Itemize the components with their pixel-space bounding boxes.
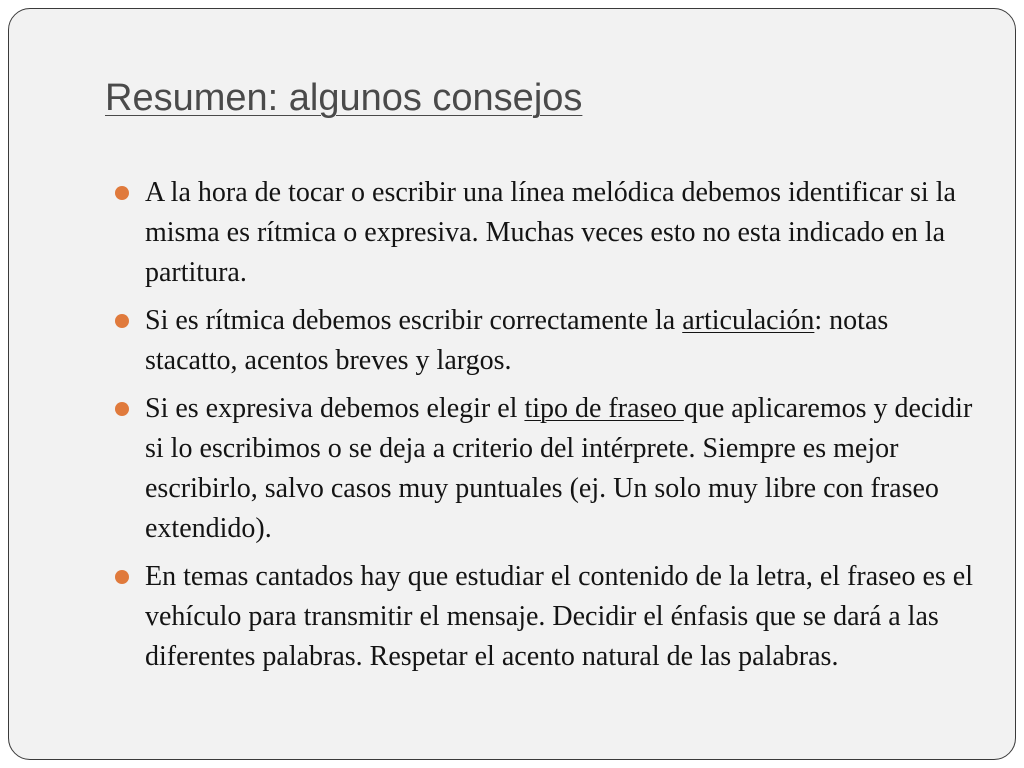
- bullet-text: En temas cantados hay que estudiar el contenido de la letra, el fraseo es el vehículo para transmitir el mensaje. Decidir el énfasis que se dará a las diferentes palabras. Respetar el acento natural de las palabras.: [145, 561, 973, 672]
- bullet-dot-icon: [115, 314, 129, 328]
- bullet-text-after: que aplicaremos y decidir si lo escribimos o se deja a criterio del intérprete. Siempre es mejor escribirlo, salvo casos muy puntuales (ej. Un solo muy libre con fraseo extendido).: [145, 393, 973, 544]
- bullet-item-1: [115, 173, 975, 293]
- bullet-item-4: [115, 557, 975, 677]
- bullet-text-after: : notas stacatto, acentos breves y largos.: [145, 305, 889, 376]
- bullet-item-2: [115, 301, 975, 381]
- bullet-dot-icon: [115, 570, 129, 584]
- bullet-item-3: [115, 389, 975, 549]
- bullet-text: A la hora de tocar o escribir una línea melódica debemos identificar si la misma es rítmica o expresiva. Muchas veces esto no esta indicado en la partitura.: [145, 177, 956, 288]
- bullet-list: [115, 173, 975, 685]
- underlined-term-articulacion: articulación: [682, 305, 815, 336]
- bullet-dot-icon: [115, 402, 129, 416]
- bullet-text-before: Si es expresiva debemos elegir el: [145, 393, 525, 424]
- bullet-text-before: Si es rítmica debemos escribir correctamente la: [145, 305, 683, 336]
- slide-title: Resumen: algunos consejos: [105, 77, 583, 119]
- slide: [8, 8, 1016, 760]
- underlined-term-tipo-de-fraseo: tipo de fraseo: [524, 393, 684, 424]
- bullet-dot-icon: [115, 186, 129, 200]
